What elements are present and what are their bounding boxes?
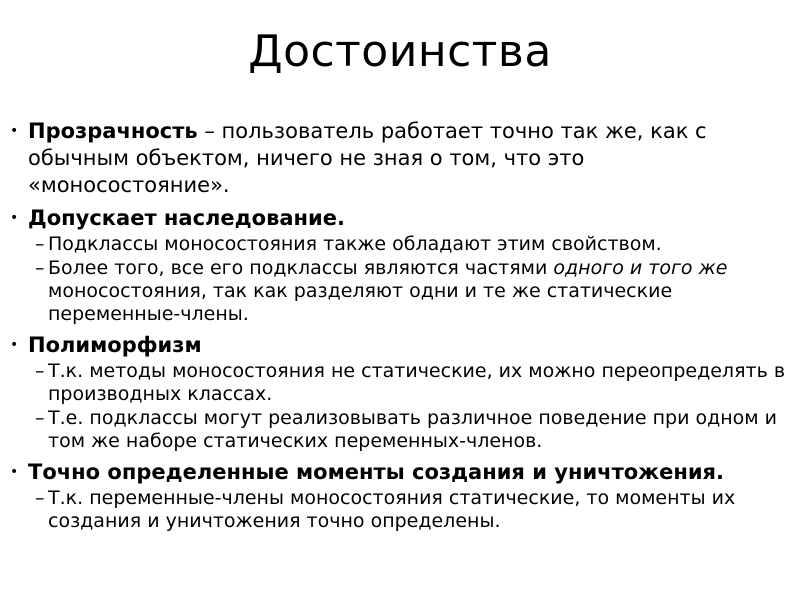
bullet-item <box>0 118 792 199</box>
bullet-text <box>28 332 792 359</box>
bullet-icon: • <box>10 210 19 226</box>
dash-icon: – <box>35 360 45 382</box>
sub-bullet-item <box>0 487 792 533</box>
bullet-icon: • <box>10 123 19 139</box>
bullet-rest: – пользователь работает точно так же, как с обычным объектом, ничего не зная о том, что это «моносостояние». <box>28 119 707 197</box>
slide-title: Достоинства <box>248 26 552 77</box>
sub-bullet-segment: Т.к. переменные-члены моносостояния статические, то моменты их создания и уничтожения точно определены. <box>48 487 736 532</box>
sub-bullet-segment: Подклассы моносостояния также обладают этим свойством. <box>48 233 662 255</box>
bullet-icon: • <box>10 337 19 353</box>
bullet-text <box>28 118 792 199</box>
bullet-item <box>0 205 792 232</box>
slide-body <box>0 118 800 533</box>
sub-bullet-segment: моносостояния, так как разделяют одни и те же статические переменные-члены. <box>48 280 673 325</box>
bullet-bold-lead: Точно определенные моменты создания и уничтожения. <box>28 460 725 484</box>
bullet-item <box>0 332 792 359</box>
sub-bullet-italic-segment: одного и того же <box>553 257 728 279</box>
bullet-bold-lead: Полиморфизм <box>28 333 202 357</box>
sub-bullet-segment: Более того, все его подклассы являются частями <box>48 257 554 279</box>
sub-bullet-item <box>0 407 792 453</box>
sub-bullet-item <box>0 257 792 326</box>
bullet-text <box>28 205 792 232</box>
sub-bullet-text <box>48 257 792 326</box>
sub-bullet-text <box>48 487 792 533</box>
bullet-bold-lead: Допускает наследование. <box>28 206 345 230</box>
bullet-text <box>28 459 792 486</box>
dash-icon: – <box>35 407 45 429</box>
dash-icon: – <box>35 487 45 509</box>
sub-bullet-item <box>0 360 792 406</box>
sub-bullet-text <box>48 360 792 406</box>
bullet-bold-lead: Прозрачность <box>28 119 198 143</box>
dash-icon: – <box>35 257 45 279</box>
bullet-item <box>0 459 792 486</box>
sub-bullet-segment: Т.к. методы моносостояния не статические, их можно переопределять в производных классах. <box>48 360 786 405</box>
sub-bullet-text <box>48 233 792 256</box>
sub-bullet-segment: Т.е. подклассы могут реализовывать различное поведение при одном и том же наборе статических переменных-членов. <box>48 407 778 452</box>
sub-bullet-text <box>48 407 792 453</box>
dash-icon: – <box>35 233 45 255</box>
bullet-icon: • <box>10 464 19 480</box>
sub-bullet-item <box>0 233 792 256</box>
